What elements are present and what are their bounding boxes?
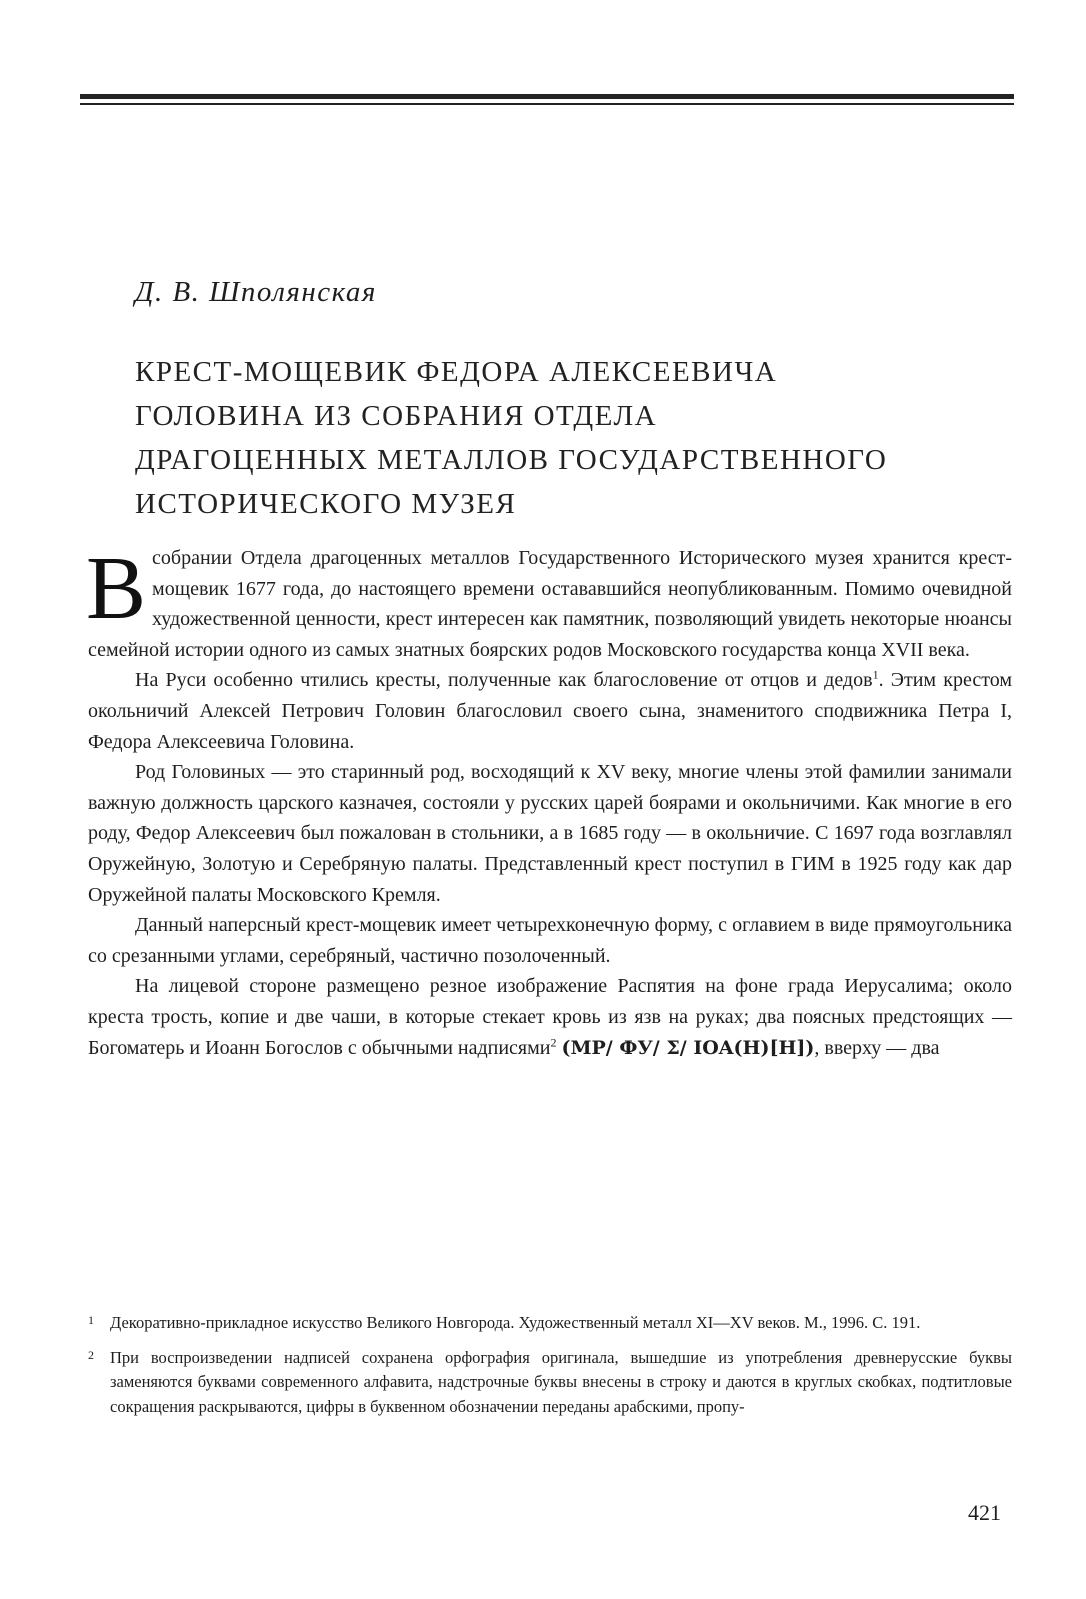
header-rule-thin [80, 103, 1014, 105]
paragraph-4: Данный наперсный крест-мощевик имеет четырехконечную форму, с оглавием в виде прямоугольника со срезанными углами, серебряный, частично позолоченный. [88, 914, 1012, 967]
page-number: 421 [968, 1500, 1001, 1525]
paragraph-text: . Этим крестом окольничий Алексей Петрович Головин благословил своего сына, знаменитого сподвижника Петра I, Федора Алексеевича Головина. [88, 669, 1012, 753]
footnote-ref: 2 [550, 1034, 557, 1049]
paragraph-text: собрании Отдела драгоценных металлов Государственного Исторического музея хранится крест-мощевик 1677 года, до настоящего времени остававшийся неопубликованным. Помимо очевидной художественной ценности, крест интересен как памятник, позволяющий увидеть некоторые нюансы семейной истории одного из самых знатных боярских родов Московского государства конца XVII века. [88, 547, 1012, 661]
footnotes [88, 1311, 1012, 1429]
title-line: ДРАГОЦЕННЫХ МЕТАЛЛОВ ГОСУДАРСТВЕННОГО [135, 444, 888, 476]
footnote [88, 1346, 1012, 1420]
drop-cap: В [86, 539, 147, 638]
footnote-number: 1 [88, 1313, 94, 1327]
footnote-text: При воспроизведении надписей сохранена орфография оригинала, вышедшие из употребления древнерусские буквы заменяются буквами современного алфавита, надстрочные буквы внесены в строку и даются в круглых скобках, подтитловые сокращения раскрываются, цифры в буквенном обозначении переданы арабскими, пропу- [110, 1347, 1012, 1416]
paragraph-text: , вверху — два [814, 1036, 940, 1059]
footnote-ref: 1 [872, 667, 879, 682]
footnote-text: Декоративно-прикладное искусство Великого Новгорода. Художественный металл XI—XV веков. М., 1996. С. 191. [110, 1313, 921, 1332]
paragraph-text: На Руси особенно чтились кресты, полученные как благословение от отцов и дедов [135, 669, 873, 692]
article-title [135, 350, 1015, 526]
paragraph-2 [88, 665, 1012, 757]
header-rule-thick [80, 94, 1014, 99]
article-body [86, 539, 1012, 1063]
title-line: КРЕСТ-МОЩЕВИК ФЕДОРА АЛЕКСЕЕВИЧА [135, 356, 778, 388]
paragraph-text: На лицевой стороне размещено резное изображение Распятия на фоне града Иерусалима; около креста трость, копие и две чаши, в которые стекает кровь из язв на руках; два поясных предстоящих — Богоматерь и Иоанн Богослов с обычными надписями [88, 975, 1012, 1059]
title-line: ГОЛОВИНА ИЗ СОБРАНИЯ ОТДЕЛА [135, 400, 658, 432]
inscription-text: (МР/ ФУ/ Σ/ IOA(Н)[Н]) [561, 1036, 815, 1059]
footnote [88, 1311, 1012, 1336]
footnote-number: 2 [88, 1347, 94, 1362]
author-name: Д. В. Шполянская [135, 276, 377, 308]
paragraph-3: Род Головиных — это старинный род, восходящий к XV веку, многие члены этой фамилии занимали важную должность царского казначея, состояли у русских царей боярами и окольничими. Как многие в его роду, Федор Алексеевич был пожалован в стольники, а в 1685 году — в окольничие. С 1697 года возглавлял Оружейную, Золотую и Серебряную палаты. Представленный крест поступил в ГИМ в 1925 году как дар Оружейной палаты Московского Кремля. [88, 761, 1012, 906]
paragraph-5 [88, 971, 1012, 1063]
paragraph-1 [86, 539, 1012, 665]
title-line: ИСТОРИЧЕСКОГО МУЗЕЯ [135, 488, 517, 520]
